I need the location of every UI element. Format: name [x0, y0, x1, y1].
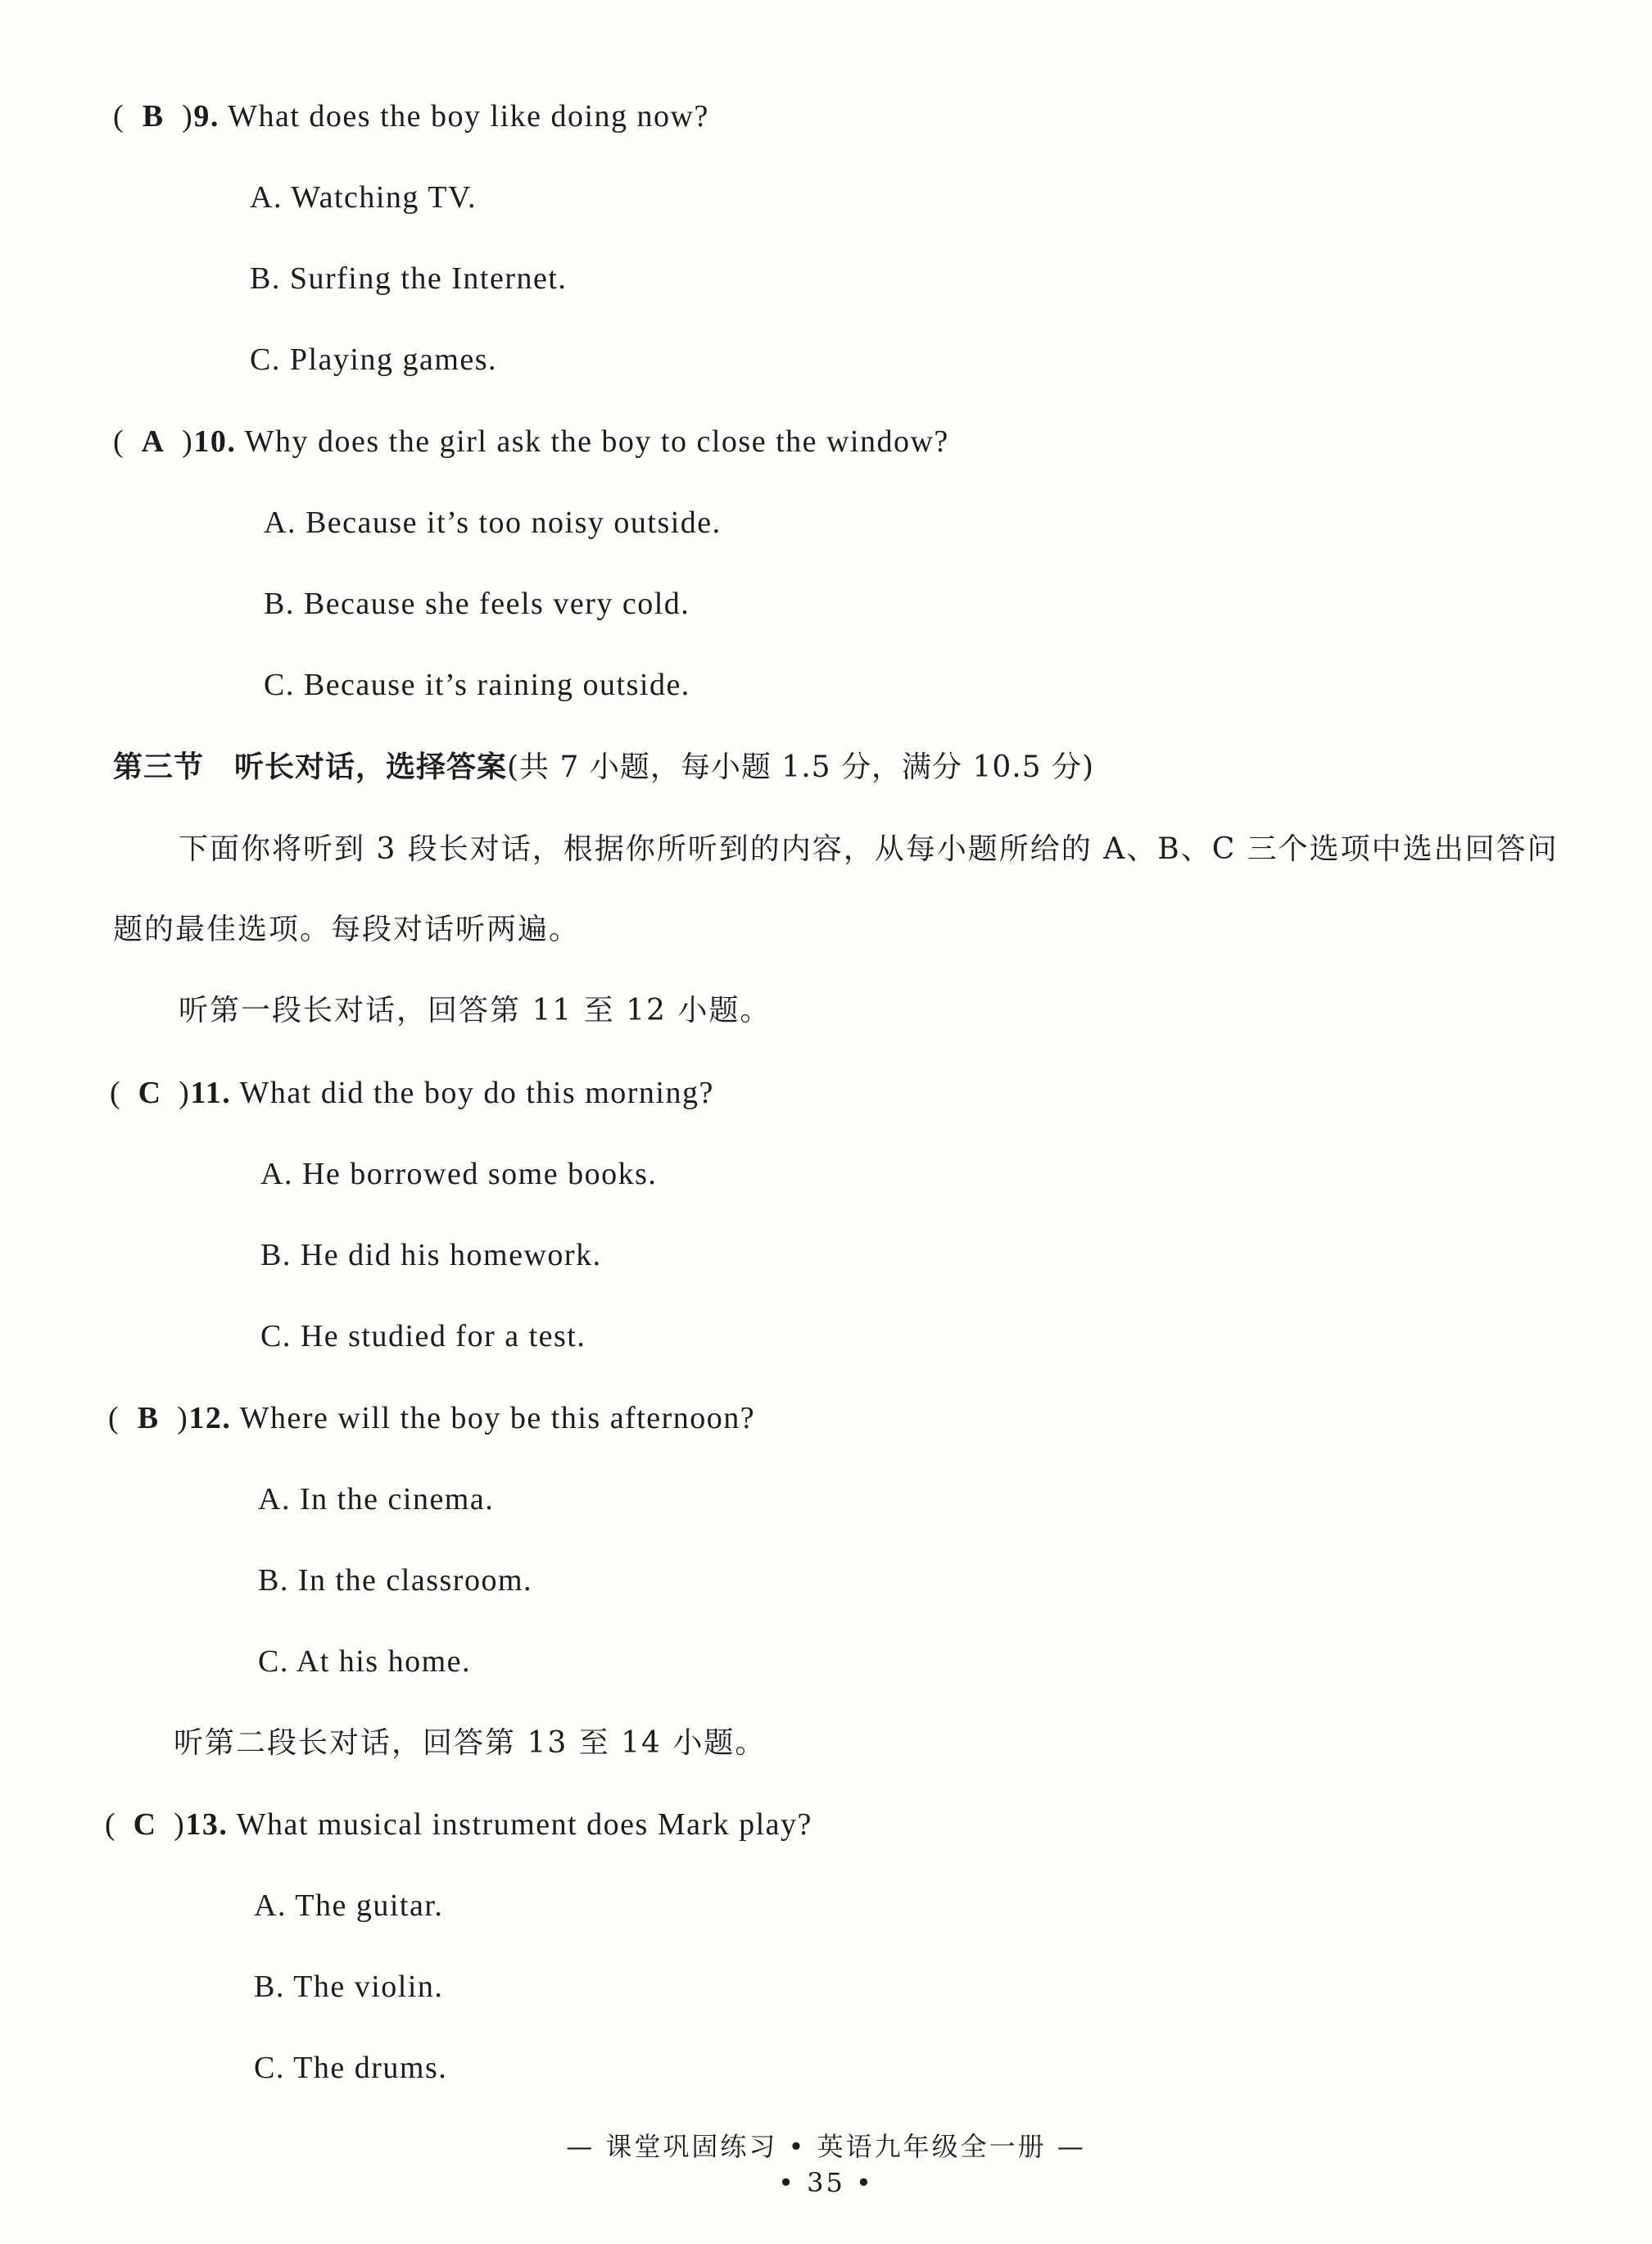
- answer-mark: B: [142, 99, 165, 134]
- instruction-line-1: 下面你将听到 3 段长对话，根据你所听到的内容，从每小题所给的 A、B、C 三个选项中选出回答问: [179, 832, 1559, 866]
- option-b: B. In the classroom.: [258, 1563, 533, 1598]
- answer-mark: B: [137, 1401, 160, 1435]
- dialogue-intro-2: 听第二段长对话，回答第 13 至 14 小题。: [174, 1726, 767, 1760]
- question-number: 10.: [193, 424, 237, 459]
- option-b: B. He did his homework.: [260, 1238, 602, 1272]
- dialogue-intro-1: 听第一段长对话，回答第 11 至 12 小题。: [179, 994, 772, 1027]
- option-b: B. Because she feels very cold.: [264, 587, 690, 621]
- question-12: ( B )12. Where will the boy be this afternoon?: [108, 1397, 755, 1439]
- option-a: A. He borrowed some books.: [260, 1157, 658, 1191]
- option-c: C. Playing games.: [250, 342, 498, 377]
- footer-title: — 课堂巩固练习 • 英语九年级全一册 —: [566, 2131, 1086, 2162]
- question-9: ( B )9. What does the boy like doing now?: [113, 95, 709, 138]
- option-a: A. Because it’s too noisy outside.: [264, 505, 722, 540]
- section-score-note: (共 7 小题，每小题 1.5 分，满分 10.5 分): [507, 750, 1095, 784]
- option-c: C. The drums.: [254, 2051, 448, 2085]
- instruction-line-2: 题的最佳选项。每段对话听两遍。: [113, 913, 581, 946]
- question-text: What musical instrument does Mark play?: [236, 1807, 812, 1842]
- option-b: B. Surfing the Internet.: [250, 261, 568, 296]
- section-heading: [113, 746, 1094, 789]
- option-a: A. The guitar.: [254, 1888, 444, 1923]
- question-number: 13.: [185, 1807, 229, 1842]
- question-text: What did the boy do this morning?: [239, 1076, 714, 1110]
- question-number: 11.: [190, 1076, 232, 1110]
- question-text: What does the boy like doing now?: [228, 99, 709, 134]
- question-10: ( A )10. Why does the girl ask the boy to close the window?: [113, 420, 949, 463]
- option-c: C. At his home.: [258, 1644, 472, 1679]
- option-b: B. The violin.: [254, 1970, 444, 2004]
- question-number: 9.: [193, 99, 220, 134]
- answer-mark: A: [141, 424, 165, 459]
- question-11: ( C )11. What did the boy do this morning?: [110, 1072, 714, 1114]
- answer-mark: C: [133, 1807, 157, 1842]
- page-number: • 35 •: [778, 2167, 874, 2198]
- option-c: C. Because it’s raining outside.: [264, 668, 690, 702]
- section-title: 第三节 听长对话，选择答案: [113, 750, 508, 784]
- question-text: Why does the girl ask the boy to close the window?: [244, 424, 949, 459]
- option-c: C. He studied for a test.: [260, 1319, 586, 1353]
- question-text: Where will the boy be this afternoon?: [239, 1401, 756, 1435]
- option-a: A. Watching TV.: [250, 180, 477, 215]
- question-13: ( C )13. What musical instrument does Mark play?: [105, 1803, 812, 1846]
- option-a: A. In the cinema.: [258, 1482, 495, 1516]
- answer-mark: C: [138, 1076, 162, 1110]
- question-number: 12.: [188, 1401, 232, 1435]
